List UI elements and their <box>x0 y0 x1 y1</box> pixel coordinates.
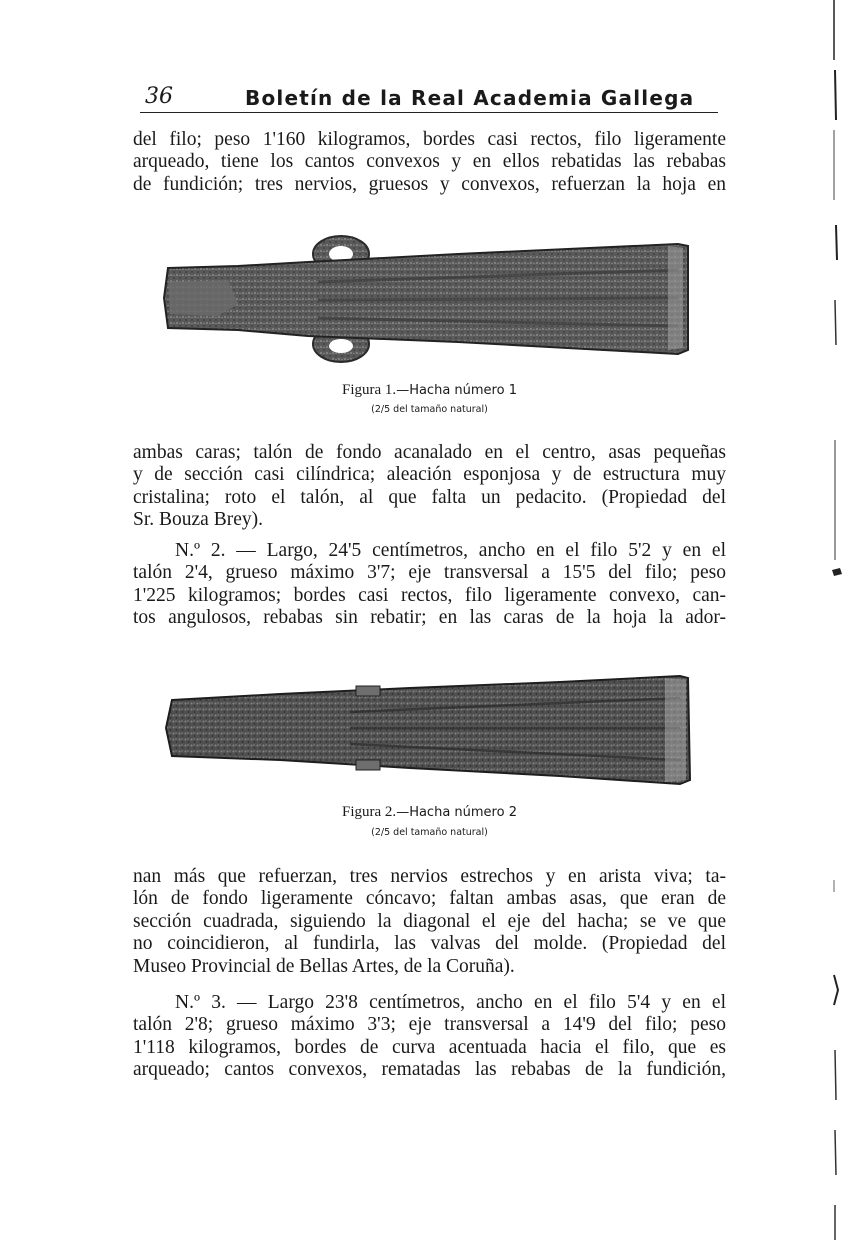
figure-1-label: Figura 1. <box>342 382 397 398</box>
text-line: de fundición; tres nervios, gruesos y convexos, refuerzan la hoja en <box>133 173 726 195</box>
text-line: N.º 2. — Largo, 24'5 centímetros, ancho en el filo 5'2 y en el <box>175 540 726 561</box>
header-rule <box>140 112 718 113</box>
text-line: nan más que refuerzan, tres nervios estrechos y en arista viva; ta- <box>133 866 726 887</box>
figure-1-title: —Hacha número 1 <box>396 383 517 398</box>
text-line: cristalina; roto el talón, al que falta un pedacito. (Propiedad del <box>133 486 726 508</box>
figure-2-axe-photo <box>160 672 700 792</box>
binding-edge-marks <box>820 0 850 1256</box>
paragraph-1 <box>133 129 726 196</box>
figure-2-caption <box>133 804 726 821</box>
text-line: talón 2'4, grueso máximo 3'7; eje transversal a 15'5 del filo; peso <box>133 562 726 584</box>
text-line: ambas caras; talón de fondo acanalado en el centro, asas pequeñas <box>133 442 726 463</box>
text-line: Museo Provincial de Bellas Artes, de la Coruña). <box>133 955 515 977</box>
text-line: y de sección casi cilíndrica; aleación esponjosa y de estructura muy <box>133 464 726 486</box>
text-line: 1'118 kilogramos, bordes de curva acentuada hacia el filo, que es <box>133 1036 726 1058</box>
text-line: del filo; peso 1'160 kilogramos, bordes casi rectos, filo ligeramente <box>133 129 726 150</box>
figure-2-scale-note: (2/5 del tamaño natural) <box>371 827 488 838</box>
figure-2-title: —Hacha número 2 <box>396 805 517 820</box>
text-line: arqueado; cantos convexos, rematadas las rebabas de la fundición, <box>133 1059 726 1081</box>
text-line: Sr. Bouza Brey). <box>133 509 263 531</box>
paragraph-2 <box>133 442 726 532</box>
text-line: lón de fondo ligeramente cóncavo; faltan ambas asas, que eran de <box>133 888 726 910</box>
text-line: N.º 3. — Largo 23'8 centímetros, ancho en el filo 5'4 y en el <box>175 992 726 1013</box>
text-line: sección cuadrada, siguiendo la diagonal el eje del hacha; se ve que <box>133 910 726 932</box>
figure-1-caption <box>133 382 726 399</box>
running-header <box>145 84 717 114</box>
paragraph-5 <box>133 992 726 1082</box>
text-line: talón 2'8; grueso máximo 3'3; eje transversal a 14'9 del filo; peso <box>133 1014 726 1036</box>
figure-1-scale-note: (2/5 del tamaño natural) <box>371 404 488 415</box>
paragraph-3 <box>133 540 726 630</box>
axe-2-illustration <box>160 672 700 792</box>
page-number: 36 <box>145 84 173 109</box>
text-line: tos angulosos, rebabas sin rebatir; en las caras de la hoja la ador- <box>133 607 726 629</box>
paragraph-4 <box>133 866 726 978</box>
text-line: no coincidieron, al fundirla, las valvas del molde. (Propiedad del <box>133 933 726 955</box>
figure-1-axe-photo <box>158 232 698 372</box>
figure-2-label: Figura 2. <box>342 804 397 820</box>
running-title: Boletín de la Real Academia Gallega <box>245 86 695 110</box>
axe-1-illustration <box>158 232 698 372</box>
text-line: 1'225 kilogramos; bordes casi rectos, filo ligeramente convexo, can- <box>133 584 726 606</box>
text-line: arqueado, tiene los cantos convexos y en ellos rebatidas las rebabas <box>133 151 726 173</box>
